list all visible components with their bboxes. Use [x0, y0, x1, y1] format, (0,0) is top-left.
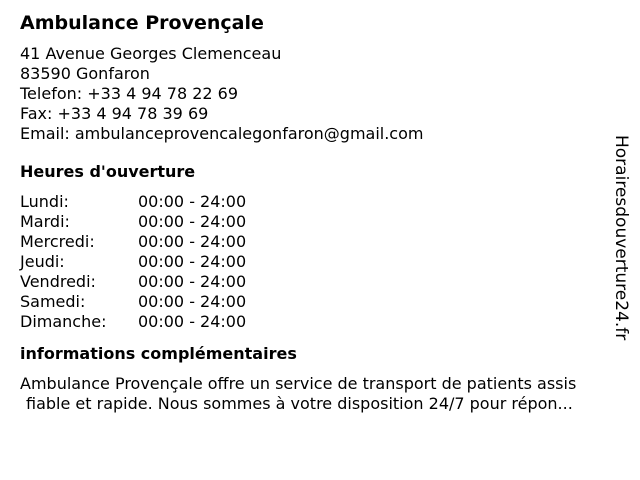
time-range: 00:00 - 24:00	[138, 272, 247, 291]
day-label: Lundi:	[20, 192, 69, 211]
street-address: 41 Avenue Georges Clemenceau	[20, 44, 282, 63]
business-card	[20, 10, 620, 414]
day-label: Samedi:	[20, 292, 86, 311]
hours-row	[20, 312, 620, 332]
day-label: Mercredi:	[20, 232, 95, 251]
time-range: 00:00 - 24:00	[138, 212, 247, 231]
day-label: Mardi:	[20, 212, 70, 231]
opening-hours-table	[20, 192, 620, 332]
hours-row	[20, 252, 620, 272]
business-name: Ambulance Provençale	[20, 12, 264, 34]
day-label: Vendredi:	[20, 272, 96, 291]
site-brand-vertical: Horairesdouverture24.fr	[611, 135, 631, 341]
city-address: 83590 Gonfaron	[20, 64, 150, 83]
hours-row	[20, 212, 620, 232]
hours-row	[20, 272, 620, 292]
day-label: Jeudi:	[20, 252, 65, 271]
additional-info-heading: informations complémentaires	[20, 344, 297, 363]
hours-row	[20, 192, 620, 212]
time-range: 00:00 - 24:00	[138, 252, 247, 271]
additional-info-text	[20, 374, 620, 414]
time-range: 00:00 - 24:00	[138, 292, 247, 311]
fax-number: Fax: +33 4 94 78 39 69	[20, 104, 209, 123]
time-range: 00:00 - 24:00	[138, 232, 247, 251]
time-range: 00:00 - 24:00	[138, 192, 247, 211]
phone-number[interactable]: Telefon: +33 4 94 78 22 69	[20, 84, 239, 103]
email-address[interactable]: Email: ambulanceprovencalegonfaron@gmail.com	[20, 124, 424, 143]
contact-block	[20, 44, 620, 144]
hours-row	[20, 232, 620, 252]
info-line-2: fiable et rapide. Nous sommes à votre disposition 24/7 pour répon...	[26, 394, 573, 413]
opening-hours-heading: Heures d'ouverture	[20, 162, 196, 181]
hours-row	[20, 292, 620, 312]
day-label: Dimanche:	[20, 312, 107, 331]
time-range: 00:00 - 24:00	[138, 312, 247, 331]
info-line-1: Ambulance Provençale offre un service de transport de patients assis	[20, 374, 577, 393]
